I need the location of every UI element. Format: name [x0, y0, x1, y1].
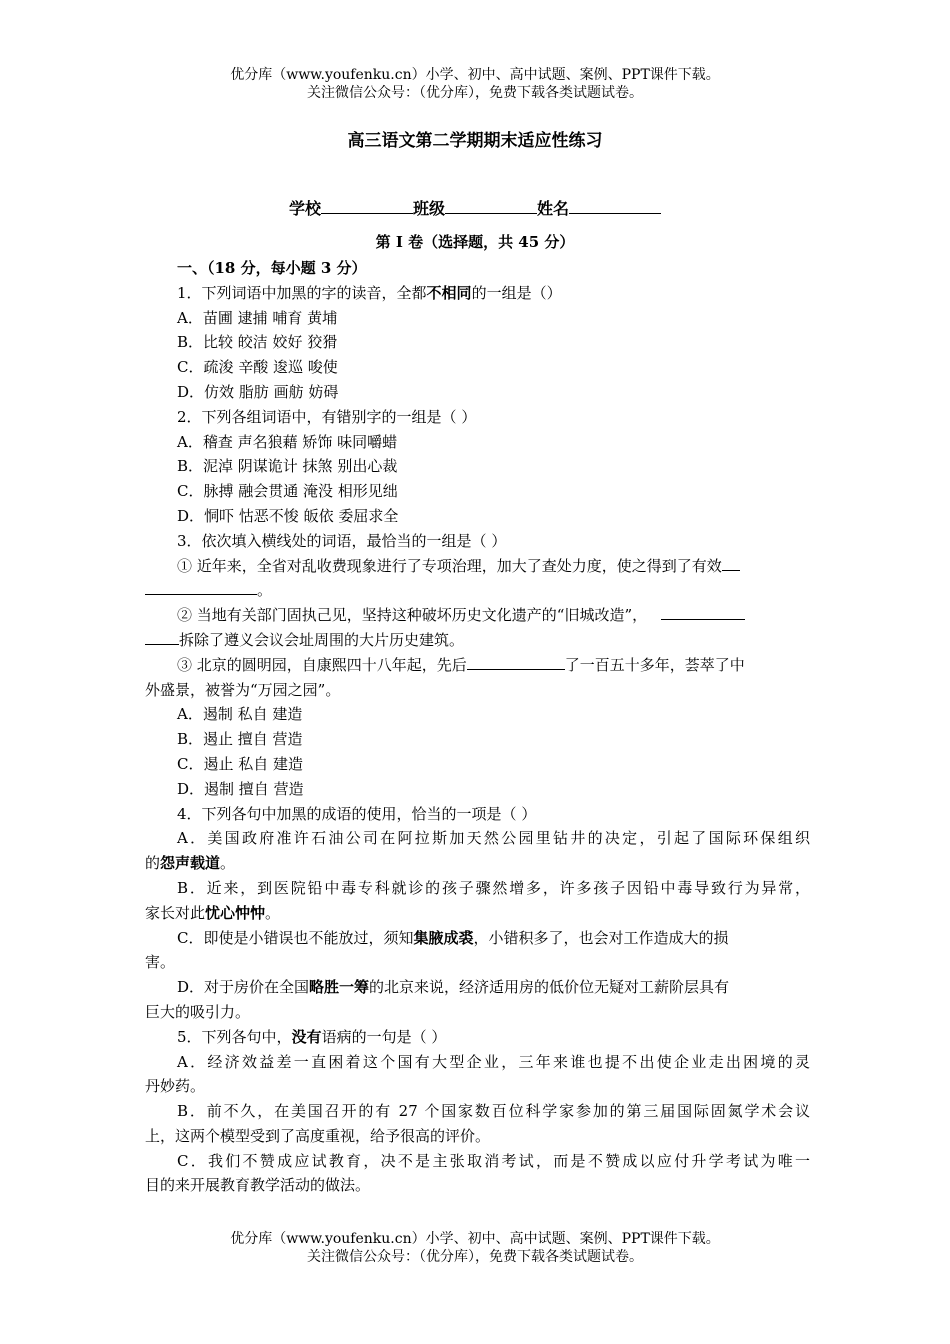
- q3-option-c: C．遏止 私自 建造: [177, 754, 304, 773]
- class-label: 班级: [412, 199, 445, 218]
- q3-sentence-2: [145, 603, 810, 628]
- q4-c-text: C．即使是小错误也不能放过，须知: [177, 928, 414, 947]
- name-label: 姓名: [537, 199, 570, 218]
- q4-option-d-line-2: 巨大的吸引力。: [145, 1002, 251, 1021]
- q4-option-c-line-1: [145, 926, 810, 951]
- q3-sentence-3-cont: 外盛景，被誉为“万园之园”。: [145, 680, 341, 699]
- exam-body: [145, 256, 810, 1198]
- q1-option-c: C．疏浚 辛酸 逡巡 唆使: [177, 358, 338, 377]
- q3-blank-1b: [145, 580, 257, 595]
- q5-option-b-line-2: 上，这两个模型受到了高度重视，给予很高的评价。: [145, 1126, 491, 1145]
- q4-option-d-line-1: [145, 975, 810, 1000]
- page-footer: [0, 1230, 950, 1266]
- q5-stem-emphasis: 没有: [291, 1027, 322, 1046]
- q3-sentence-1-cont: [145, 578, 810, 603]
- q3-sentence-3: [145, 653, 810, 678]
- volume-heading: 第 I 卷（选择题，共 45 分）: [375, 233, 575, 251]
- student-info-line: [0, 196, 950, 219]
- exam-title: 高三语文第二学期期末适应性练习: [347, 131, 603, 151]
- q4-b-idiom: 忧心忡忡: [205, 903, 266, 922]
- q4-option-b-line-1: B．近来，到医院铅中毒专科就诊的孩子骤然增多，许多孩子因铅中毒导致行为异常，: [177, 878, 810, 897]
- school-blank[interactable]: [321, 201, 413, 214]
- q3-s3-mid: 了一百五十多年，荟萃了中: [564, 655, 745, 674]
- q4-c-tail: ，小错积多了，也会对工作造成大的损: [473, 928, 729, 947]
- q2-option-d: D．恫吓 怙恶不悛 皈依 委屈求全: [177, 506, 399, 525]
- q3-blank-1a: [722, 556, 740, 571]
- question-2-stem: 2．下列各组词语中，有错别字的一组是（ ）: [177, 407, 477, 426]
- q3-option-a: A．遏制 私自 建造: [177, 705, 303, 724]
- q3-sentence-1: [145, 554, 810, 579]
- q3-s2-end: 拆除了遵义会议会址周围的大片历史建筑。: [179, 630, 465, 649]
- question-1-stem: [145, 281, 810, 306]
- q4-option-c-line-2: 害。: [145, 953, 176, 972]
- question-3-stem: 3．依次填入横线处的词语，最恰当的一组是（ ）: [177, 531, 507, 550]
- q5-stem-tail: 语病的一句是（ ）: [321, 1027, 447, 1046]
- q1-option-d: D．仿效 脂肪 画舫 妨碍: [177, 382, 339, 401]
- q1-option-b: B．比较 皎洁 姣好 狡猾: [177, 333, 338, 352]
- q4-a-end: 。: [220, 854, 236, 873]
- q3-option-b: B．遏止 擅自 营造: [177, 730, 303, 749]
- q3-option-d: D．遏制 擅自 营造: [177, 779, 304, 798]
- page-header: [0, 66, 950, 102]
- q1-stem-text: 1．下列词语中加黑的字的读音，全都: [177, 283, 427, 302]
- question-5-stem: [145, 1025, 810, 1050]
- footer-line-1: 优分库（www.youfenku.cn）小学、初中、高中试题、案例、PPT课件下载。: [230, 1231, 720, 1247]
- q4-c-idiom: 集腋成裘: [413, 928, 474, 947]
- q3-blank-3: [467, 655, 565, 670]
- q4-a-idiom: 怨声载道: [160, 854, 221, 873]
- q2-option-c: C．脉搏 融会贯通 淹没 相形见绌: [177, 482, 398, 501]
- header-line-1: 优分库（www.youfenku.cn）小学、初中、高中试题、案例、PPT课件下载。: [230, 67, 720, 83]
- q4-a-text: 的: [145, 854, 161, 873]
- q4-d-tail: 的北京来说，经济适用房的低价位无疑对工薪阶层具有: [369, 978, 730, 997]
- q1-stem-emphasis: 不相同: [426, 283, 472, 302]
- q5-option-a-line-2: 丹妙药。: [145, 1077, 206, 1096]
- header-line-2: 关注微信公众号：（优分库），免费下载各类试题试卷。: [307, 85, 643, 101]
- q4-b-end: 。: [265, 903, 281, 922]
- q3-blank-2a: [661, 605, 745, 620]
- q5-option-c-line-2: 目的来开展教育教学活动的做法。: [145, 1176, 371, 1195]
- q3-s2-text: ② 当地有关部门固执己见，坚持这种破坏历史文化遗产的“旧城改造”，: [177, 606, 648, 625]
- q5-stem-text: 5．下列各句中，: [177, 1027, 292, 1046]
- q1-stem-tail: 的一组是（）: [471, 283, 562, 302]
- q2-option-b: B．泥淖 阴谋诡计 抹煞 别出心裁: [177, 457, 398, 476]
- q2-option-a: A．稽查 声名狼藉 矫饰 味同嚼蜡: [177, 432, 398, 451]
- q4-option-a-line-1: A．美国政府准许石油公司在阿拉斯加天然公园里钻井的决定，引起了国际环保组织: [177, 829, 810, 848]
- school-label: 学校: [288, 199, 321, 218]
- q3-s3-text: ③ 北京的圆明园，自康熙四十八年起，先后: [177, 655, 467, 674]
- q3-s1-end: 。: [257, 581, 273, 600]
- q4-d-text: D．对于房价在全国: [177, 978, 310, 997]
- class-blank[interactable]: [445, 201, 537, 214]
- footer-line-2: 关注微信公众号：（优分库），免费下载各类试题试卷。: [307, 1249, 643, 1265]
- q3-blank-2b: [145, 630, 179, 645]
- q1-option-a: A．苗圃 逮捕 哺育 黄埔: [177, 308, 338, 327]
- q4-option-b-line-2: [145, 901, 810, 926]
- q5-option-c-line-1: C．我们不赞成应试教育，决不是主张取消考试，而是不赞成以应付升学考试为唯一: [177, 1151, 810, 1170]
- q4-d-idiom: 略胜一筹: [309, 978, 370, 997]
- name-blank[interactable]: [569, 201, 661, 214]
- q4-option-a-line-2: [145, 851, 810, 876]
- q3-s1-text: ① 近年来，全省对乱收费现象进行了专项治理，加大了查处力度，使之得到了有效: [177, 556, 722, 575]
- q5-option-b-line-1: B．前不久，在美国召开的有 27 个国家数百位科学家参加的第三届国际固氮学术会议: [177, 1102, 810, 1121]
- q5-option-a-line-1: A．经济效益差一直困着这个国有大型企业，三年来谁也提不出使企业走出困境的灵: [177, 1052, 810, 1071]
- q3-sentence-2-cont: [145, 628, 810, 653]
- section-heading: 一、（18 分，每小题 3 分）: [177, 259, 367, 277]
- q4-b-text: 家长对此: [145, 903, 206, 922]
- question-4-stem: 4．下列各句中加黑的成语的使用，恰当的一项是（ ）: [177, 804, 537, 823]
